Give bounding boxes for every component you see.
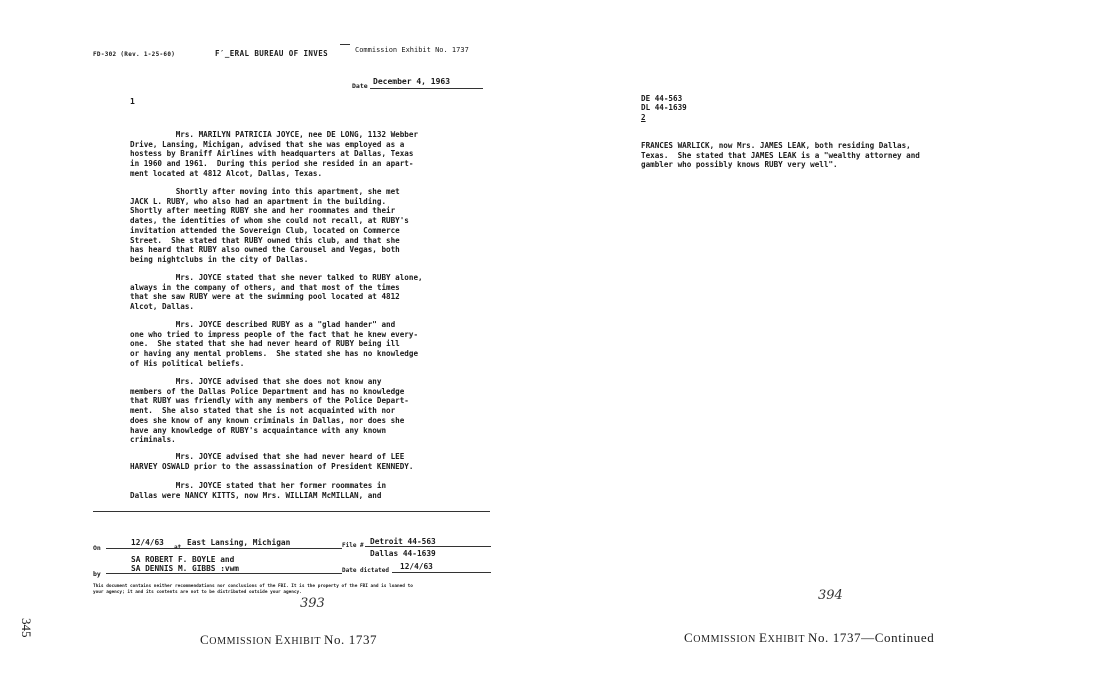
paragraph-7 xyxy=(130,481,500,500)
on-label: On xyxy=(93,544,101,552)
date-dictated-value: 12/4/63 xyxy=(400,562,433,571)
file-label: File # xyxy=(342,542,364,549)
text-line: that she saw RUBY were at the swimming pool located at 4812 xyxy=(130,292,400,302)
paragraph-1 xyxy=(130,130,500,179)
disclaimer-line-2: your agency; it and its contents are not to be distributed outside your agency. xyxy=(93,590,302,595)
date-dictated-label: Date dictated xyxy=(342,567,389,574)
exhibit-caption-continued: COMMISSION EXHIBIT No. 1737—Continued xyxy=(684,630,935,645)
paragraph-4 xyxy=(130,320,500,369)
text-line: does she know of any known criminals in Dallas, nor does she xyxy=(130,415,405,425)
text-line: or having any mental problems. She stated she has no knowledge xyxy=(130,349,419,359)
form-number: FD-302 (Rev. 1-25-60) xyxy=(93,51,176,58)
text-line: has heard that RUBY also owned the Carousel and Vegas, both xyxy=(130,245,400,255)
date-label: Date xyxy=(352,82,368,90)
agency-header: F′_ERAL BUREAU OF INVES xyxy=(215,49,329,58)
date-value: December 4, 1963 xyxy=(373,77,451,86)
text-line: Mrs. MARILYN PATRICIA JOYCE, nee DE LONG, 1132 Webber xyxy=(130,130,419,139)
paragraph-5 xyxy=(130,377,500,445)
agent-2: SA DENNIS M. GIBBS :vwm xyxy=(131,564,239,573)
text-line: have any knowledge of RUBY's acquaintance with any known xyxy=(130,425,387,435)
text-line: of His political beliefs. xyxy=(130,358,245,368)
agent-1: SA ROBERT F. BOYLE and xyxy=(131,555,235,564)
on-value: 12/4/63 xyxy=(131,538,164,547)
text-line: ment located at 4812 Alcot, Dallas, Texas. xyxy=(130,168,323,178)
exhibit-label: Commission Exhibit No. 1737 xyxy=(355,46,469,54)
text-line: ment. She also stated that she is not acquainted with nor xyxy=(130,406,396,416)
file-line-dallas: DL 44-1639 xyxy=(641,103,687,112)
paragraph-3 xyxy=(130,273,500,312)
file-value-dallas: Dallas 44-1639 xyxy=(370,549,436,558)
continued-paragraph xyxy=(641,141,920,170)
text-line: one. She stated that she had never heard of RUBY being ill xyxy=(130,339,400,349)
text-line: one who tried to impress people of the fact that he knew every- xyxy=(130,329,419,339)
text-line: Mrs. JOYCE described RUBY as a "glad hander" and xyxy=(130,320,396,329)
file-line-detroit: DE 44-563 xyxy=(641,94,683,103)
text-line: Dallas were NANCY KITTS, now Mrs. WILLIAM McMILLAN, and xyxy=(130,490,382,500)
text-line: criminals. xyxy=(130,435,176,445)
page-number: 1 xyxy=(130,97,135,106)
text-line: Shortly after moving into this apartment, she met xyxy=(130,187,400,196)
handwritten-page-number: 393 xyxy=(300,596,325,611)
text-line: Mrs. JOYCE stated that she never talked to RUBY alone, xyxy=(130,273,423,282)
text-line: Street. She stated that RUBY owned this club, and that she xyxy=(130,235,400,245)
text-line: gambler who possibly knows RUBY very well". xyxy=(641,160,838,170)
at-label: at xyxy=(174,544,182,551)
by-label: by xyxy=(93,570,101,578)
text-line: invitation attended the Sovereign Club, located on Commerce xyxy=(130,225,400,235)
text-line: Mrs. JOYCE advised that she does not know any xyxy=(130,377,382,386)
text-line: Drive, Lansing, Michigan, advised that she was employed as a xyxy=(130,139,405,149)
by-underline xyxy=(106,573,342,574)
text-line: in 1960 and 1961. During this period she resided in an apart- xyxy=(130,159,414,169)
text-line: members of the Dallas Police Department and has no knowledge xyxy=(130,386,405,396)
text-line: Mrs. JOYCE stated that her former roommates in xyxy=(130,481,387,490)
book-page-number: 345 xyxy=(19,618,34,638)
at-value: East Lansing, Michigan xyxy=(187,538,291,547)
page-number-2: 2 xyxy=(641,113,646,122)
text-line: HARVEY OSWALD prior to the assassination of President KENNEDY. xyxy=(130,461,414,471)
footer-separator xyxy=(93,511,490,512)
text-line: Alcot, Dallas. xyxy=(130,302,195,312)
paragraph-6 xyxy=(130,452,500,471)
text-line: Texas. She stated that JAMES LEAK is a "wealthy attorney and xyxy=(641,150,920,160)
disclaimer-line-1: This document contains neither recommendations nor conclusions of the FBI. It is the property of the FBI and is loaned to xyxy=(93,584,413,589)
text-line: being nightclubs in the city of Dallas. xyxy=(130,254,309,264)
text-line: FRANCES WARLICK, now Mrs. JAMES LEAK, both residing Dallas, xyxy=(641,141,911,150)
text-line: Shortly after meeting RUBY she and her roommates and their xyxy=(130,206,396,216)
date-underline xyxy=(370,88,483,89)
text-line: hostess by Braniff Airlines with headquarters at Dallas, Texas xyxy=(130,149,414,159)
text-line: dates, the identities of whom she could not recall, at RUBY's xyxy=(130,216,409,226)
text-line: Mrs. JOYCE advised that she had never heard of LEE xyxy=(130,452,405,461)
handwritten-page-number-2: 394 xyxy=(818,588,843,603)
file-value-detroit: Detroit 44-563 xyxy=(370,537,436,546)
on-underline xyxy=(106,548,342,549)
file-underline xyxy=(365,546,491,547)
header-mark xyxy=(340,44,350,45)
text-line: JACK L. RUBY, who also had an apartment in the building. xyxy=(130,196,387,206)
text-line: always in the company of others, and that most of the times xyxy=(130,282,400,292)
paragraph-2 xyxy=(130,187,500,265)
text-line: that RUBY was friendly with any members of the Police Depart- xyxy=(130,396,409,406)
dictated-underline xyxy=(392,572,491,573)
exhibit-caption: COMMISSION EXHIBIT No. 1737 xyxy=(200,632,378,647)
